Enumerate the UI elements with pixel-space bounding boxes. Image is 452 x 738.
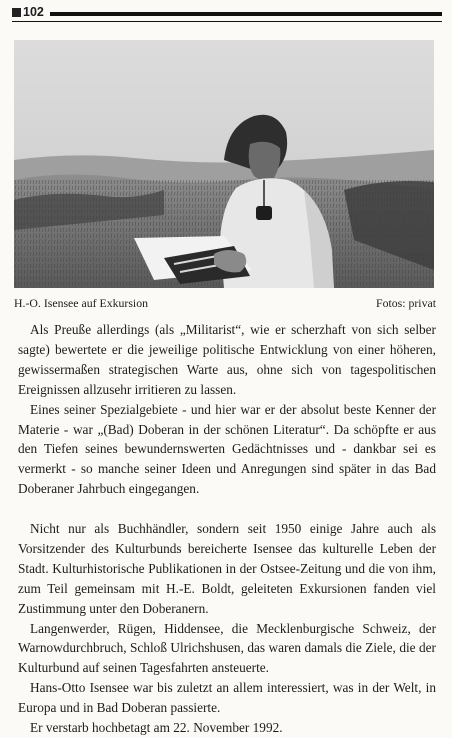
page-number-text: 102	[23, 5, 44, 19]
paragraph: Als Preuße allerdings (als „Militarist“, wie er scherzhaft von sich selber sagte) bewertete er die jeweilige politische Entwicklung von einer höheren, gewissermaßen strategischen Warte aus, ohne sich von tagespolitischen Ereignissen allzusehr irritieren zu lassen.	[18, 322, 436, 397]
header-rule-thin	[12, 21, 442, 22]
header-rule-thick	[50, 12, 442, 16]
photo-caption: H.-O. Isensee auf Exkursion	[14, 296, 148, 310]
page-marker-square	[12, 8, 21, 17]
article-body	[18, 320, 436, 738]
paragraph: Er verstarb hochbetagt am 22. November 1992.	[30, 720, 283, 736]
page-number	[12, 4, 44, 20]
page-header	[12, 4, 442, 26]
paragraph: Langenwerder, Rügen, Hiddensee, die Mecklenburgische Schweiz, der Warnowdurchbruch, Schloß Ulrichshusen, das waren damals die Ziele, die der Kulturbund auf seinen Tagesfahrten ansteuerte.	[18, 620, 436, 676]
paragraph: Eines seiner Spezialgebiete - und hier war er der absolut beste Kenner der Materie - war „(Bad) Doberan in der schönen Literatur“. Da schöpfte er aus den Tiefen seines bewundernswerten Gedächtnisses und - dankbar sei es vermerkt - so manche seiner Ideen und Anregungen sind später in das Bad Doberaner Jahrbuch eingegangen.	[18, 401, 436, 497]
excursion-photo	[14, 40, 434, 288]
photo-credit: Fotos: privat	[376, 296, 436, 310]
paragraph: Hans-Otto Isensee war bis zuletzt an allem interessiert, was in der Welt, in Europa und in Bad Doberan passierte.	[18, 680, 436, 716]
paragraph: Nicht nur als Buchhändler, sondern seit 1950 einige Jahre auch als Vorsitzender des Kulturbunds bereicherte Isensee das kulturelle Leben der Stadt. Kulturhistorische Publikationen in der Ostsee-Zeitung und die von ihm, zum Teil gemeinsam mit H.-E. Boldt, geleiteten Exkursionen fanden viel Zustimmung unter den Doberanern.	[18, 521, 436, 616]
